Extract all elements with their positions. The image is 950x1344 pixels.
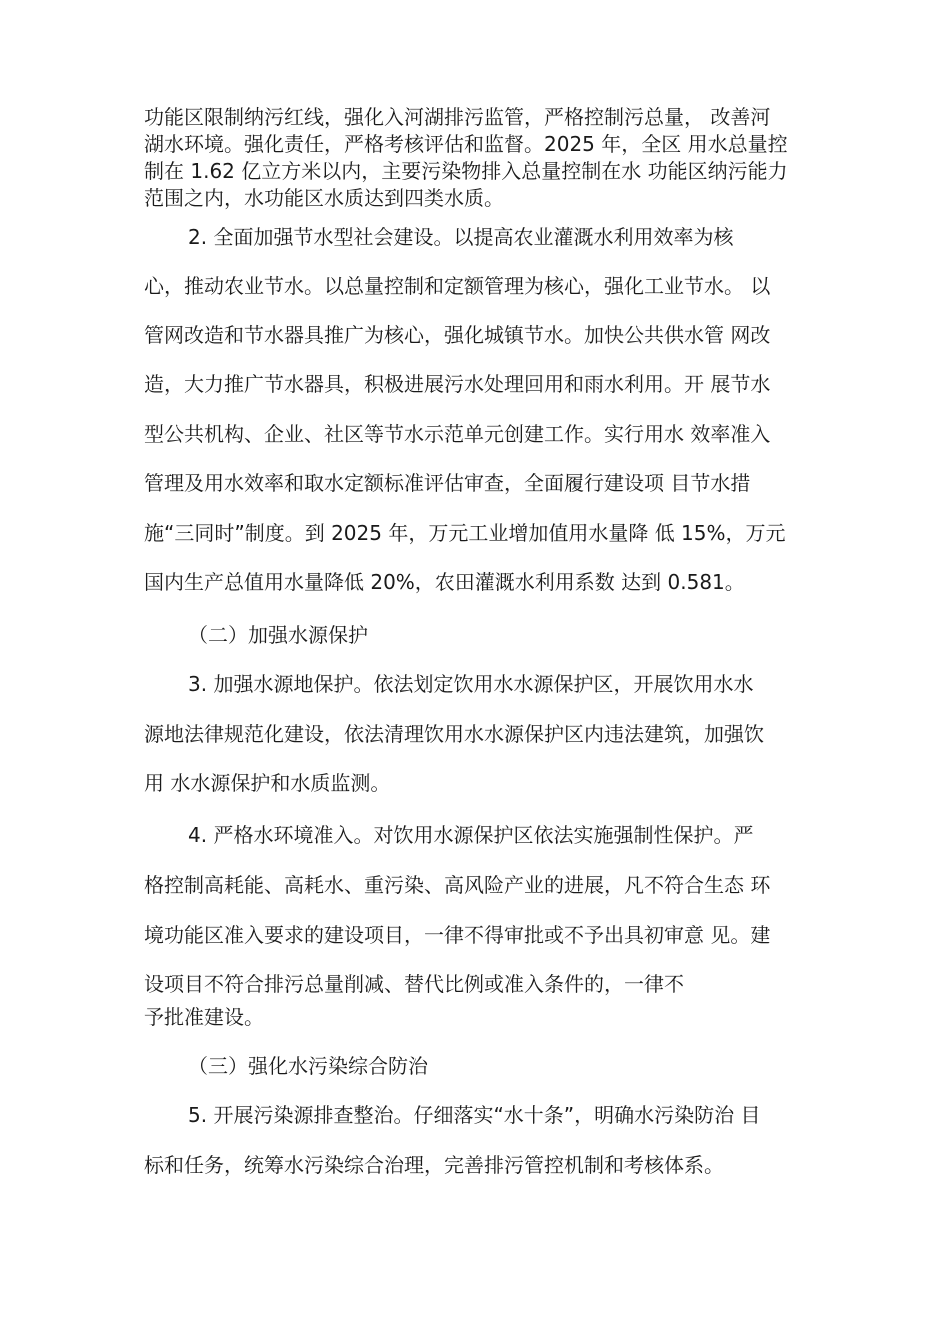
section-heading: （三）强化水污染综合防治 <box>188 1054 428 1078</box>
text-line: 造，大力推广节水器具，积极进展污水处理回用和雨水利用。开 展节水 <box>144 372 771 396</box>
text-line: 境功能区准入要求的建设项目，一律不得审批或不予出具初审意 见。建 <box>144 923 771 947</box>
section-heading: （二）加强水源保护 <box>188 623 368 647</box>
text-line: 管理及用水效率和取水定额标准评估审查，全面履行建设项 目节水措 <box>144 471 751 495</box>
text-line: 2. 全面加强节水型社会建设。以提高农业灌溉水利用效率为核 <box>188 225 734 249</box>
text-line: 5. 开展污染源排查整治。仔细落实“水十条”，明确水污染防治 目 <box>188 1103 761 1127</box>
text-line: 功能区限制纳污红线，强化入河湖排污监管，严格控制污总量， 改善河 <box>144 105 771 129</box>
text-line: 设项目不符合排污总量削减、替代比例或准入条件的，一律不 <box>144 972 684 996</box>
text-line: 国内生产总值用水量降低 20%，农田灌溉水利用系数 达到 0.581。 <box>144 570 745 594</box>
text-line: 予批准建设。 <box>144 1005 264 1029</box>
text-line: 4. 严格水环境准入。对饮用水源保护区依法实施强制性保护。严 <box>188 823 754 847</box>
text-line: 用 水水源保护和水质监测。 <box>144 771 391 795</box>
text-line: 心，推动农业节水。以总量控制和定额管理为核心，强化工业节水。 以 <box>144 274 771 298</box>
text-line: 管网改造和节水器具推广为核心，强化城镇节水。加快公共供水管 网改 <box>144 323 771 347</box>
text-line: 制在 1.62 亿立方米以内，主要污染物排入总量控制在水 功能区纳污能力 <box>144 159 788 183</box>
text-line: 3. 加强水源地保护。依法划定饮用水水源保护区，开展饮用水水 <box>188 672 754 696</box>
text-line: 格控制高耗能、高耗水、重污染、高风险产业的进展，凡不符合生态 环 <box>144 873 771 897</box>
text-line: 源地法律规范化建设，依法清理饮用水水源保护区内违法建筑，加强饮 <box>144 722 764 746</box>
text-line: 施“三同时”制度。到 2025 年，万元工业增加值用水量降 低 15%，万元 <box>144 521 786 545</box>
text-line: 标和任务，统筹水污染综合治理，完善排污管控机制和考核体系。 <box>144 1153 724 1177</box>
text-line: 型公共机构、企业、社区等节水示范单元创建工作。实行用水 效率准入 <box>144 422 771 446</box>
text-line: 范围之内，水功能区水质达到四类水质。 <box>144 186 504 210</box>
text-line: 湖水环境。强化责任，严格考核评估和监督。2025 年，全区 用水总量控 <box>144 132 788 156</box>
